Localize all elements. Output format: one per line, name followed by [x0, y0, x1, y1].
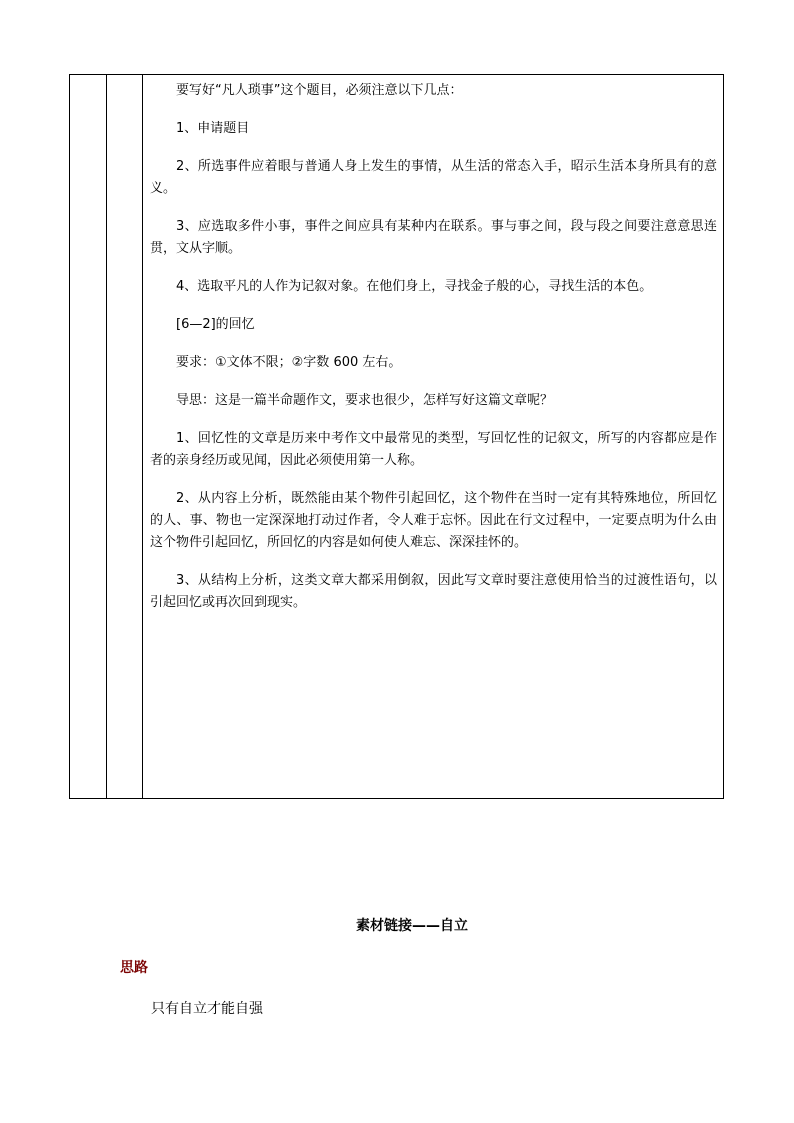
paragraph: 1、回忆性的文章是历来中考作文中最常见的类型，写回忆性的记叙文，所写的内容都应是作者的亲身经历或见闻，因此必须使用第一人称。 [150, 431, 717, 468]
paragraph: 要求：①文体不限；②字数 600 左右。 [176, 355, 402, 370]
table-content-cell [150, 75, 717, 630]
paragraph: 要写好“凡人琐事”这个题目，必须注意以下几点： [176, 83, 463, 98]
table-column-divider [106, 75, 107, 798]
paragraph: [6—2]的回忆 [176, 317, 255, 332]
section-heading-text: 素材链接——自立 [356, 918, 468, 934]
paragraph: 导思：这是一篇半命题作文，要求也很少，怎样写好这篇文章呢？ [176, 393, 554, 408]
paragraph: 3、从结构上分析，这类文章大都采用倒叙，因此写文章时要注意使用恰当的过渡性语句，以引起回忆或再次回到现实。 [150, 573, 717, 610]
body-text: 只有自立才能自强 [151, 1001, 263, 1017]
paragraph: 1、申请题目 [176, 121, 250, 136]
section-heading [0, 915, 794, 935]
content-table [69, 74, 724, 799]
paragraph: 2、所选事件应着眼与普通人身上发生的事情，从生活的常态入手，昭示生活本身所具有的意义。 [150, 159, 717, 196]
table-column-divider [142, 75, 143, 798]
paragraph: 4、选取平凡的人作为记叙对象。在他们身上，寻找金子般的心，寻找生活的本色。 [176, 279, 653, 294]
paragraph: 3、应选取多件小事，事件之间应具有某种内在联系。事与事之间，段与段之间要注意意思连贯，文从字顺。 [150, 219, 717, 256]
paragraph: 2、从内容上分析，既然能由某个物件引起回忆，这个物件在当时一定有其特殊地位，所回忆的人、事、物也一定深深地打动过作者，令人难于忘怀。因此在行文过程中，一定要点明为什么由这个物件引起回忆，所回忆的内容是如何使人难忘、深深挂怀的。 [150, 491, 717, 550]
section-label: 思路 [120, 960, 148, 976]
